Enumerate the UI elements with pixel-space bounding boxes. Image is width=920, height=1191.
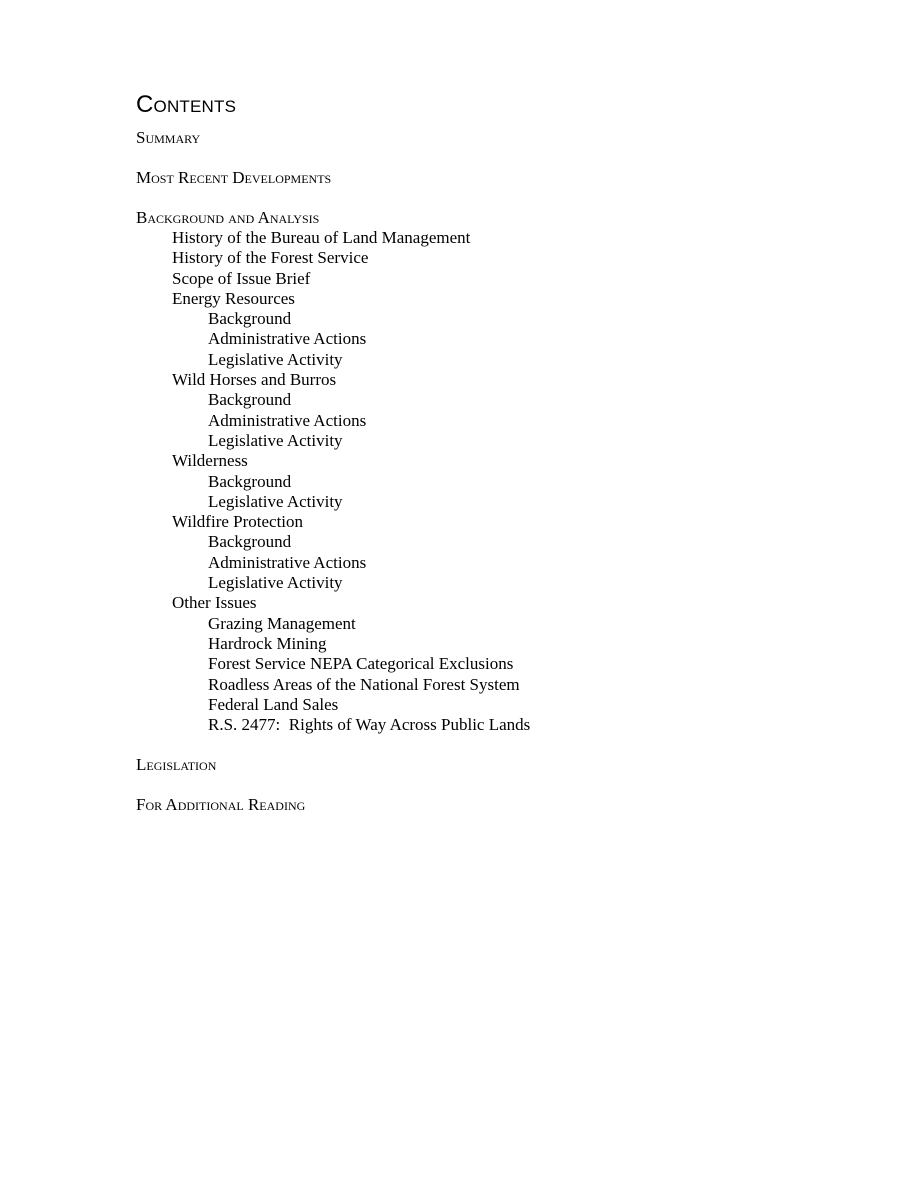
toc-subitem[interactable]: Roadless Areas of the National Forest System bbox=[208, 674, 520, 694]
toc-subitem[interactable]: Legislative Activity bbox=[208, 430, 343, 450]
toc-item[interactable]: Other Issues bbox=[172, 593, 257, 613]
toc-subitem[interactable]: R.S. 2477: Rights of Way Across Public Lands bbox=[208, 715, 531, 735]
page-title: Contents bbox=[136, 91, 237, 118]
toc-item[interactable]: Wilderness bbox=[172, 451, 248, 471]
toc-subitem[interactable]: Forest Service NEPA Categorical Exclusions bbox=[208, 654, 514, 674]
toc-subitem[interactable]: Background bbox=[208, 532, 292, 552]
toc-subitem[interactable]: Administrative Actions bbox=[208, 329, 367, 349]
toc-subitem[interactable]: Background bbox=[208, 390, 292, 410]
toc-heading-legislation[interactable]: Legislation bbox=[136, 755, 217, 775]
toc-item[interactable]: Wild Horses and Burros bbox=[172, 370, 337, 390]
toc-item[interactable]: History of the Bureau of Land Management bbox=[172, 228, 471, 247]
toc-heading-summary[interactable]: Summary bbox=[136, 128, 201, 147]
toc-subitem[interactable]: Grazing Management bbox=[208, 613, 356, 633]
toc-subitem[interactable]: Administrative Actions bbox=[208, 410, 367, 430]
toc-section-legislation bbox=[136, 755, 836, 775]
toc-subitem[interactable]: Legislative Activity bbox=[208, 491, 343, 511]
toc-section-summary bbox=[136, 128, 836, 148]
toc-subitem[interactable]: Administrative Actions bbox=[208, 552, 367, 572]
toc-subitem[interactable]: Federal Land Sales bbox=[208, 694, 339, 714]
toc-item[interactable]: Scope of Issue Brief bbox=[172, 268, 311, 288]
toc-item[interactable]: History of the Forest Service bbox=[172, 248, 369, 268]
toc-subitem[interactable]: Legislative Activity bbox=[208, 349, 343, 369]
toc-subsection-list bbox=[136, 228, 836, 735]
toc-item[interactable]: Wildfire Protection bbox=[172, 512, 304, 532]
toc-item[interactable]: Energy Resources bbox=[172, 288, 295, 308]
toc-subitem[interactable]: Hardrock Mining bbox=[208, 633, 327, 653]
toc-heading-recent-developments[interactable]: Most Recent Developments bbox=[136, 168, 332, 187]
toc-subitem[interactable]: Background bbox=[208, 471, 292, 491]
toc-subitem[interactable]: Legislative Activity bbox=[208, 573, 343, 593]
toc-heading-background[interactable]: Background and Analysis bbox=[136, 208, 320, 227]
toc-section-reading bbox=[136, 795, 836, 815]
toc-subitem[interactable]: Background bbox=[208, 309, 292, 329]
table-of-contents bbox=[136, 90, 836, 835]
toc-section-background bbox=[136, 208, 836, 735]
toc-heading-additional-reading[interactable]: For Additional Reading bbox=[136, 795, 306, 815]
toc-section-recent bbox=[136, 168, 836, 188]
